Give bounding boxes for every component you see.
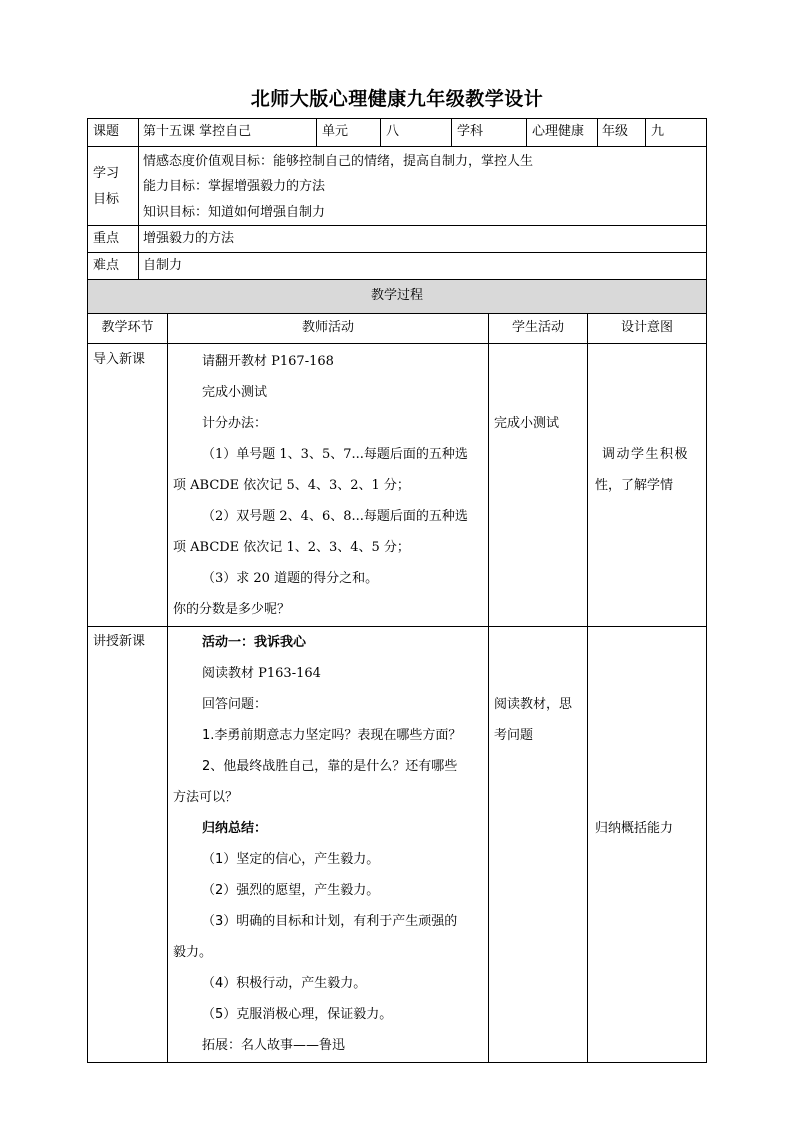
key-label: 重点: [93, 231, 120, 246]
subject-label: 学科: [457, 124, 484, 139]
difficulty-label: 难点: [93, 258, 120, 273]
intro-teacher-line: （1）单号题 1、3、5、7...每题后面的五种选: [202, 447, 468, 462]
unit-label: 单元: [322, 124, 349, 139]
intro-teacher-line: 请翻开教材 P167-168: [202, 354, 334, 369]
column-header-teacher: 教师活动: [301, 320, 354, 335]
intro-teacher-line: （3）求 20 道题的得分之和。: [202, 571, 379, 586]
grade-label: 年级: [602, 124, 629, 139]
key-value: 增强毅力的方法: [143, 231, 235, 246]
lecture-teacher-line: （3）明确的目标和计划，有利于产生顽强的: [202, 914, 458, 929]
goal-item: 能力目标：掌握增强毅力的方法: [143, 179, 326, 194]
column-header-intent: 设计意图: [620, 320, 673, 335]
document-title: 北师大版心理健康九年级教学设计: [250, 88, 544, 110]
course-label: 课题: [93, 124, 120, 139]
goals-label-line1: 学习: [93, 166, 120, 181]
intro-teacher-line: 你的分数是多少呢？: [173, 602, 291, 617]
lecture-teacher-line: （4）积极行动，产生毅力。: [202, 976, 367, 991]
lecture-teacher-line: （5）克服消极心理，保证毅力。: [202, 1007, 393, 1022]
lecture-teacher-line: 毅力。: [173, 945, 213, 960]
column-header-stage: 教学环节: [101, 320, 154, 335]
intro-intent-line1: 调动学生积极: [602, 447, 690, 462]
process-header: 教学过程: [370, 288, 423, 303]
lecture-student-line2: 考问题: [494, 728, 534, 743]
lecture-teacher-line: 拓展：名人故事——鲁迅: [202, 1038, 346, 1053]
grade-value: 九: [651, 124, 665, 139]
intro-teacher-line: （2）双号题 2、4、6、8...每题后面的五种选: [202, 509, 468, 524]
lecture-teacher-line: 活动一：我诉我心: [202, 635, 307, 650]
intro-intent-line2: 性，了解学情: [595, 478, 674, 493]
intro-teacher-line: 项 ABCDE 依次记 1、2、3、4、5 分；: [173, 540, 410, 555]
lecture-teacher-line: 阅读教材 P163-164: [202, 666, 321, 681]
goal-item: 知识目标：知道如何增强自制力: [143, 205, 326, 220]
subject-value: 心理健康: [532, 124, 585, 139]
lecture-teacher-line: （1）坚定的信心，产生毅力。: [202, 852, 380, 867]
lecture-student-line1: 阅读教材，思: [494, 697, 573, 712]
intro-teacher-line: 完成小测试: [202, 385, 268, 400]
lecture-teacher-line: （2）强烈的愿望，产生毅力。: [202, 883, 380, 898]
course-value: 第十五课 掌控自己: [143, 124, 252, 139]
lecture-stage: 讲授新课: [93, 634, 146, 649]
intro-student-activity: 完成小测试: [494, 416, 560, 431]
intro-stage: 导入新课: [93, 352, 146, 367]
intro-teacher-line: 项 ABCDE 依次记 5、4、3、2、1 分；: [173, 478, 410, 493]
difficulty-value: 自制力: [143, 258, 183, 273]
unit-value: 八: [386, 124, 400, 139]
goal-item: 情感态度价值观目标：能够控制自己的情绪，提高自制力，掌控人生: [143, 154, 534, 169]
lecture-teacher-line: 方法可以？: [173, 790, 239, 805]
lecture-intent: 归纳概括能力: [595, 821, 674, 836]
lecture-teacher-line: 1.李勇前期意志力坚定吗？表现在哪些方面？: [202, 728, 462, 743]
goals-label-line2: 目标: [93, 192, 120, 207]
lecture-teacher-line: 回答问题：: [202, 697, 268, 712]
lecture-teacher-line: 归纳总结：: [202, 821, 268, 836]
lecture-teacher-line: 2、他最终战胜自己，靠的是什么？还有哪些: [202, 759, 458, 774]
intro-teacher-line: 计分办法：: [202, 416, 268, 431]
column-header-student: 学生活动: [511, 320, 564, 335]
